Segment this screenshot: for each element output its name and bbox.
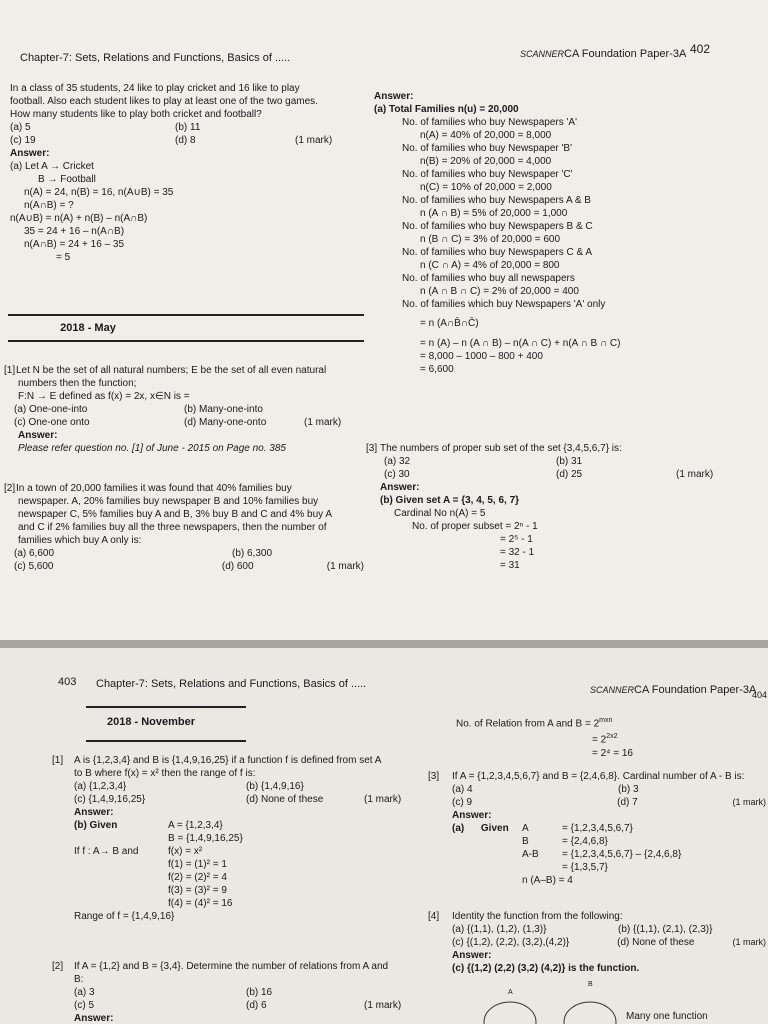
diagram-label-a: A (508, 989, 513, 996)
question-stem-line: families which buy A only is: (18, 535, 142, 546)
given-label: (a) Given (452, 823, 509, 834)
section-title: 2018 - May (60, 322, 116, 334)
question-stem-line: F:N → E defined as f(x) = 2x, x∈N is = (18, 391, 190, 402)
option: (d) 6 (246, 1000, 267, 1011)
solution-line: No. of proper subset = 2ⁿ - 1 (412, 521, 538, 532)
mark-label: (1 mark) (732, 937, 766, 947)
question-stem-line: If A = {1,2} and B = {3,4}. Determine the number of relations from A and (74, 961, 389, 972)
solution-line: No. of families which buy Newspapers 'A' only (402, 299, 606, 310)
set-value: = {1,2,3,4,5,6,7} – {2,4,6,8} (562, 849, 682, 860)
mark-label: (1 mark) (304, 417, 342, 428)
solution-line: No. of families who buy Newspapers A & B (402, 195, 591, 206)
solution-line: No. of families who buy Newspapers 'A' (402, 117, 578, 128)
may-question-1-block (4, 364, 364, 455)
option: (a) 4 (452, 784, 473, 795)
question-stem-line: How many students like to play both cricket and football? (10, 109, 262, 120)
question-stem-line: and C if 2% families buy all the three newspapers, then the number of (18, 522, 327, 533)
set-name: A (522, 823, 529, 834)
given-line: B = {1,4,9,16,25} (168, 833, 243, 844)
solution-line: = n (A∩B̄∩C̄) (420, 318, 479, 329)
option: (c) {(1,2), (2,2), (3,2),(4,2)} (452, 937, 570, 948)
mark-label: (1 mark) (326, 561, 364, 572)
section-rule (8, 340, 364, 342)
option: (d) 25 (556, 469, 583, 480)
solution-line: n(A∩B) = 24 + 16 – 35 (24, 239, 125, 250)
answer-label: Answer: (452, 950, 492, 961)
given-line: f(4) = (4)² = 16 (168, 898, 233, 909)
option: (b) 3 (618, 784, 639, 795)
option: (d) None of these (617, 937, 695, 948)
answer-label: Answer: (452, 810, 492, 821)
solution-line: (b) Given set A = {3, 4, 5, 6, 7} (380, 495, 520, 506)
solution-line: n (A ∩ B) = 5% of 20,000 = 1,000 (420, 208, 568, 219)
solution-line: n (C ∩ A) = 4% of 20,000 = 800 (420, 260, 560, 271)
diagram-caption: Many one function (626, 1011, 708, 1022)
question-stem-line: newspaper. A, 20% families buy newspaper B and 10% families buy (18, 496, 319, 507)
section-rule (86, 706, 246, 708)
set-name: B (522, 836, 529, 847)
superscript: 2x2 (606, 733, 618, 741)
option: (c) 5,600 (14, 561, 54, 572)
set-b-ellipse (564, 1002, 616, 1024)
answer-label: Answer: (380, 482, 420, 493)
question-number: [2] (52, 961, 64, 972)
set-a-ellipse (484, 1002, 536, 1024)
header-brand: CA Foundation Paper-3A (634, 684, 757, 696)
option: (a) 32 (384, 456, 411, 467)
given-line: f(x) = x² (168, 846, 203, 857)
nov-question-3-block (428, 770, 766, 887)
option: (b) {1,4,9,16} (246, 781, 304, 792)
solution-line: = 6,600 (420, 364, 454, 375)
question-stem-line: football. Also each student likes to play at least one of the two games. (10, 96, 318, 107)
question-stem-line: In a town of 20,000 families it was found that 40% families buy (16, 483, 292, 494)
solution-line: = 8,000 – 1000 – 800 + 400 (420, 351, 543, 362)
option: (b) 11 (175, 122, 201, 133)
solution-line: = 2⁵ - 1 (500, 534, 533, 545)
page-header-left: Chapter-7: Sets, Relations and Functions, Basics of ..... (20, 52, 291, 64)
solution-line: B → Football (38, 174, 96, 185)
mark-label: (1 mark) (732, 797, 766, 807)
solution-line: n (A–B) = 4 (522, 875, 573, 886)
superscript: mxn (599, 717, 613, 724)
question-stem-line: In a class of 35 students, 24 like to play cricket and 16 like to play (10, 83, 300, 94)
option: (b) 31 (556, 456, 583, 467)
question-stem-line: Let N be the set of all natural numbers; E be the set of all even natural (16, 365, 327, 376)
section-title: 2018 - November (106, 716, 196, 728)
question-number: [3] (366, 443, 378, 454)
set-value: = {1,3,5,7} (562, 862, 608, 873)
solution-line: n(A) = 24, n(B) = 16, n(A∪B) = 35 (24, 187, 174, 198)
option: (b) {(1,1), (2,1), (2,3)} (618, 924, 713, 935)
question-1-block (10, 82, 370, 264)
solution-line: n(A∩B) = ? (24, 200, 74, 211)
solution-line: No. of families who buy Newspaper 'B' (402, 143, 573, 154)
set-value: = {2,4,6,8} (562, 836, 608, 847)
question-stem-line: B: (74, 974, 84, 985)
page-header-right (520, 48, 686, 60)
nov-question-1-block (52, 754, 412, 923)
question-number: [4] (428, 911, 440, 922)
option: (b) 6,300 (232, 548, 273, 559)
solution-line: = 32 - 1 (500, 547, 535, 558)
solution-line: (a) Total Families n(u) = 20,000 (374, 104, 519, 115)
section-rule (8, 314, 364, 316)
nov-question-4-block (428, 910, 766, 975)
question-number: [3] (428, 771, 440, 782)
solution-line: n (B ∩ C) = 3% of 20,000 = 600 (420, 234, 561, 245)
range-result: Range of f = {1,4,9,16} (74, 911, 175, 922)
may-question-3-block (366, 442, 738, 572)
set-name (522, 861, 562, 874)
mark-label: (1 mark) (364, 794, 402, 805)
solution-line: No. of families who buy Newspaper 'C' (402, 169, 573, 180)
option: (c) 9 (452, 797, 472, 808)
answer-label: Answer: (374, 91, 414, 102)
page-header-left: Chapter-7: Sets, Relations and Functions, Basics of ..... (96, 678, 367, 690)
solution-line: No. of families who buy Newspapers C & A (402, 247, 593, 258)
option: (a) 5 (10, 122, 31, 133)
option: (c) 19 (10, 135, 36, 146)
solution-line: = 2 (592, 734, 607, 746)
given-line: f(2) = (2)² = 4 (168, 872, 227, 883)
option: (a) 6,600 (14, 548, 55, 559)
option: (d) Many-one-onto (184, 417, 267, 428)
solution-line: No. of families who buy Newspapers B & C (402, 221, 593, 232)
question-number: [1] (52, 755, 64, 766)
option: (c) {1,4,9,16,25} (74, 794, 146, 805)
solution-line: No. of Relation from A and B = 2 (456, 718, 600, 730)
solution-line: No. of families who buy all newspapers (402, 273, 575, 284)
answer-label: Answer: (74, 807, 114, 818)
may-q2-answer-block (374, 90, 704, 376)
page-number: 403 (58, 676, 77, 688)
solution-line: (a) Let A → Cricket (10, 161, 94, 172)
page-number-right: 404 (752, 690, 768, 700)
mark-label: (1 mark) (676, 469, 714, 480)
option: (d) 8 (175, 135, 196, 146)
nov-question-2-block (52, 960, 412, 1024)
solution-line: n(B) = 20% of 20,000 = 4,000 (420, 156, 552, 167)
question-stem-line: Identity the function from the following: (452, 911, 623, 922)
page-header-right (590, 684, 756, 696)
may-question-2-block (4, 482, 364, 573)
option: (a) 3 (74, 987, 95, 998)
option: (b) 16 (246, 987, 273, 998)
option: (a) {1,2,3,4} (74, 781, 127, 792)
solution-line: n(C) = 10% of 20,000 = 2,000 (420, 182, 552, 193)
solution-line: Cardinal No n(A) = 5 (394, 508, 486, 519)
question-number: [1] (4, 365, 16, 376)
answer-label: Answer: (18, 430, 58, 441)
solution-line: 35 = 24 + 16 – n(A∩B) (24, 226, 125, 237)
question-number: [2] (4, 483, 16, 494)
option: (c) One-one onto (14, 417, 90, 428)
question-stem-line: to B where f(x) = x² then the range of f is: (74, 768, 256, 779)
page-gap (0, 640, 768, 648)
solution-line: = 31 (500, 560, 520, 571)
mapping-diagram (470, 988, 630, 1024)
given-line: f(1) = (1)² = 1 (168, 859, 227, 870)
option: (d) 7 (617, 797, 638, 808)
publisher-logo: SCANNER (590, 685, 635, 695)
answer-reference: Please refer question no. [1] of June - 2015 on Page no. 385 (18, 443, 286, 454)
section-rule (86, 740, 246, 742)
if-statement: If f : A→ B and (74, 846, 139, 857)
header-brand: CA Foundation Paper-3A (564, 48, 687, 60)
question-stem-line: The numbers of proper sub set of the set {3,4,5,6,7} is: (380, 443, 622, 454)
diagram-label-b: B (588, 981, 593, 988)
question-stem-line: newspaper C, 5% families buy A and B, 3% buy B and C and 4% buy A (18, 509, 333, 520)
solution-line: n(A) = 40% of 20,000 = 8,000 (420, 130, 552, 141)
page-number: 402 (690, 42, 711, 56)
given-label: (b) Given (74, 820, 118, 831)
answer-label: Answer: (74, 1013, 114, 1024)
option: (a) {(1,1), (1,2), (1,3)} (452, 924, 547, 935)
option: (a) One-one-into (14, 404, 88, 415)
solution-line: = n (A) – n (A ∩ B) – n(A ∩ C) + n(A ∩ B ∩ C) (420, 338, 621, 349)
publisher-logo: SCANNER (520, 49, 565, 59)
solution-line: n(A∪B) = n(A) + n(B) – n(A∩B) (10, 213, 148, 224)
option: (d) 600 (221, 561, 254, 572)
solution-line: = 2⁴ = 16 (592, 747, 633, 759)
solution-line: n (A ∩ B ∩ C) = 2% of 20,000 = 400 (420, 286, 579, 297)
option: (b) Many-one-into (184, 404, 263, 415)
question-stem-line: A is {1,2,3,4} and B is {1,4,9,16,25} if a function f is defined from set A (74, 755, 382, 766)
option: (c) 30 (384, 469, 410, 480)
given-line: A = {1,2,3,4} (168, 820, 223, 831)
given-line: f(3) = (3)² = 9 (168, 885, 227, 896)
mark-label: (1 mark) (295, 135, 333, 146)
set-value: = {1,2,3,4,5,6,7} (562, 823, 633, 834)
nov-q2-answer-block (456, 714, 756, 760)
question-stem-line: If A = {1,2,3,4,5,6,7} and B = {2,4,6,8}. Cardinal number of A - B is: (452, 771, 745, 782)
question-stem-line: numbers then the function; (18, 378, 137, 389)
option: (d) None of these (246, 794, 324, 805)
set-name: A-B (522, 849, 539, 860)
answer-label: Answer: (10, 148, 50, 159)
mark-label: (1 mark) (364, 1000, 402, 1011)
solution-line: = 5 (56, 252, 71, 263)
option: (c) 5 (74, 1000, 94, 1011)
answer-text: (c) {(1,2) (2,2) (3,2) (4,2)} is the function. (452, 963, 640, 974)
page-403 (0, 648, 768, 1024)
